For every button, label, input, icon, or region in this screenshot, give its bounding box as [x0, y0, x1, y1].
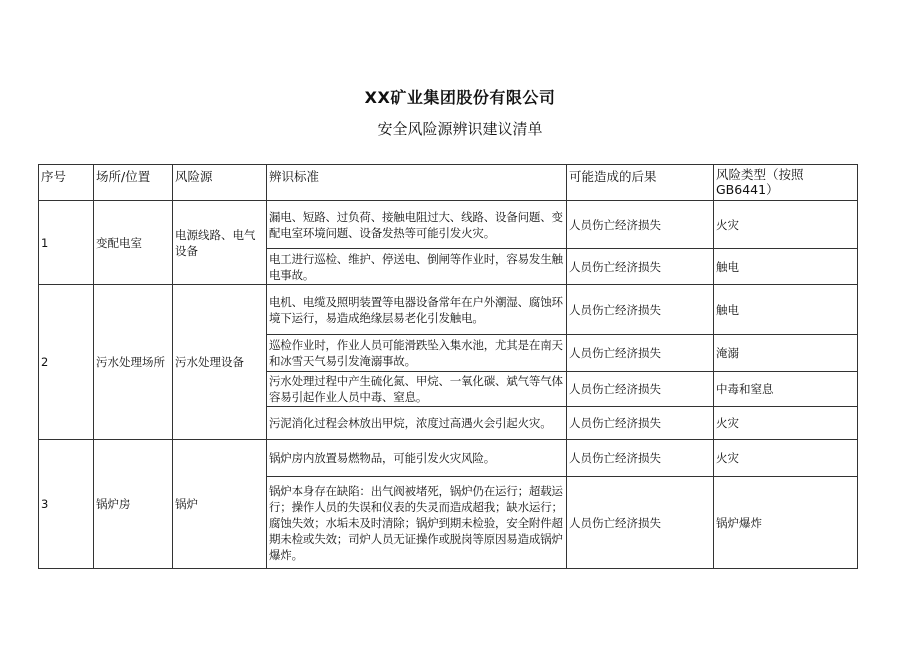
cell-place: 污水处理场所 — [94, 285, 173, 440]
cell-type: 淹溺 — [714, 335, 858, 372]
cell-no: 2 — [39, 285, 94, 440]
cell-consequence: 人员伤亡经济损失 — [567, 477, 714, 569]
cell-type: 触电 — [714, 285, 858, 335]
cell-type: 触电 — [714, 249, 858, 285]
header-source: 风险源 — [173, 165, 267, 201]
company-title: XX矿业集团股份有限公司 — [364, 88, 556, 107]
header-place: 场所/位置 — [94, 165, 173, 201]
header-consequence: 可能造成的后果 — [567, 165, 714, 201]
list-title: 安全风险源辨识建议清单 — [377, 120, 543, 138]
cell-standard: 锅炉房内放置易燃物品，可能引发火灾风险。 — [267, 440, 567, 477]
cell-consequence: 人员伤亡经济损失 — [567, 249, 714, 285]
cell-consequence: 人员伤亡经济损失 — [567, 201, 714, 249]
cell-source: 锅炉 — [173, 440, 267, 569]
cell-standard: 污泥消化过程会林放出甲烷，浓度过高遇火会引起火灾。 — [267, 407, 567, 440]
cell-consequence: 人员伤亡经济损失 — [567, 372, 714, 407]
cell-standard: 电机、电缆及照明装置等电器设备常年在户外潮湿、腐蚀环境下运行，易造成绝缘层易老化引发触电。 — [267, 285, 567, 335]
cell-type: 火灾 — [714, 201, 858, 249]
cell-no: 3 — [39, 440, 94, 569]
cell-standard: 污水处理过程中产生硫化氮、甲烷、一氧化碳、斌气等气体容易引起作业人员中毒、窒息。 — [267, 372, 567, 407]
table-row — [39, 201, 858, 249]
cell-standard: 巡检作业时，作业人员可能滑跌坠入集水池，尤其是在南天和冰雪天气易引发淹溺事故。 — [267, 335, 567, 372]
header-type: 风险类型（按照GB6441） — [714, 165, 858, 201]
cell-type: 火灾 — [714, 440, 858, 477]
cell-standard: 锅炉本身存在缺陷：出气阀被堵死，锅炉仍在运行；超载运行；操作人员的失误和仪表的失灵而造成超我；缺水运行；腐蚀失效；水垢未及时清除；锅炉到期未检验，安全附件超期未检或失效；司炉人员无证操作或脱岗等原因易造成锅炉爆炸。 — [267, 477, 567, 569]
cell-type: 锅炉爆炸 — [714, 477, 858, 569]
cell-consequence: 人员伤亡经济损失 — [567, 335, 714, 372]
cell-standard: 漏电、短路、过负荷、接触电阻过大、线路、设备问题、变配电室环境问题、设备发热等可能引发火灾。 — [267, 201, 567, 249]
cell-place: 锅炉房 — [94, 440, 173, 569]
cell-standard: 电工进行巡检、维护、停送电、倒闸等作业时，容易发生触电事故。 — [267, 249, 567, 285]
risk-table — [38, 164, 858, 569]
cell-type: 中毒和窒息 — [714, 372, 858, 407]
header-row — [39, 165, 858, 201]
header-standard: 辨识标准 — [267, 165, 567, 201]
cell-place: 变配电室 — [94, 201, 173, 285]
cell-type: 火灾 — [714, 407, 858, 440]
table-row — [39, 440, 858, 477]
cell-consequence: 人员伤亡经济损失 — [567, 407, 714, 440]
cell-source: 污水处理设备 — [173, 285, 267, 440]
header-no: 序号 — [39, 165, 94, 201]
cell-consequence: 人员伤亡经济损失 — [567, 285, 714, 335]
cell-source: 电源线路、电气设备 — [173, 201, 267, 285]
cell-consequence: 人员伤亡经济损失 — [567, 440, 714, 477]
table-row — [39, 285, 858, 335]
cell-no: 1 — [39, 201, 94, 285]
